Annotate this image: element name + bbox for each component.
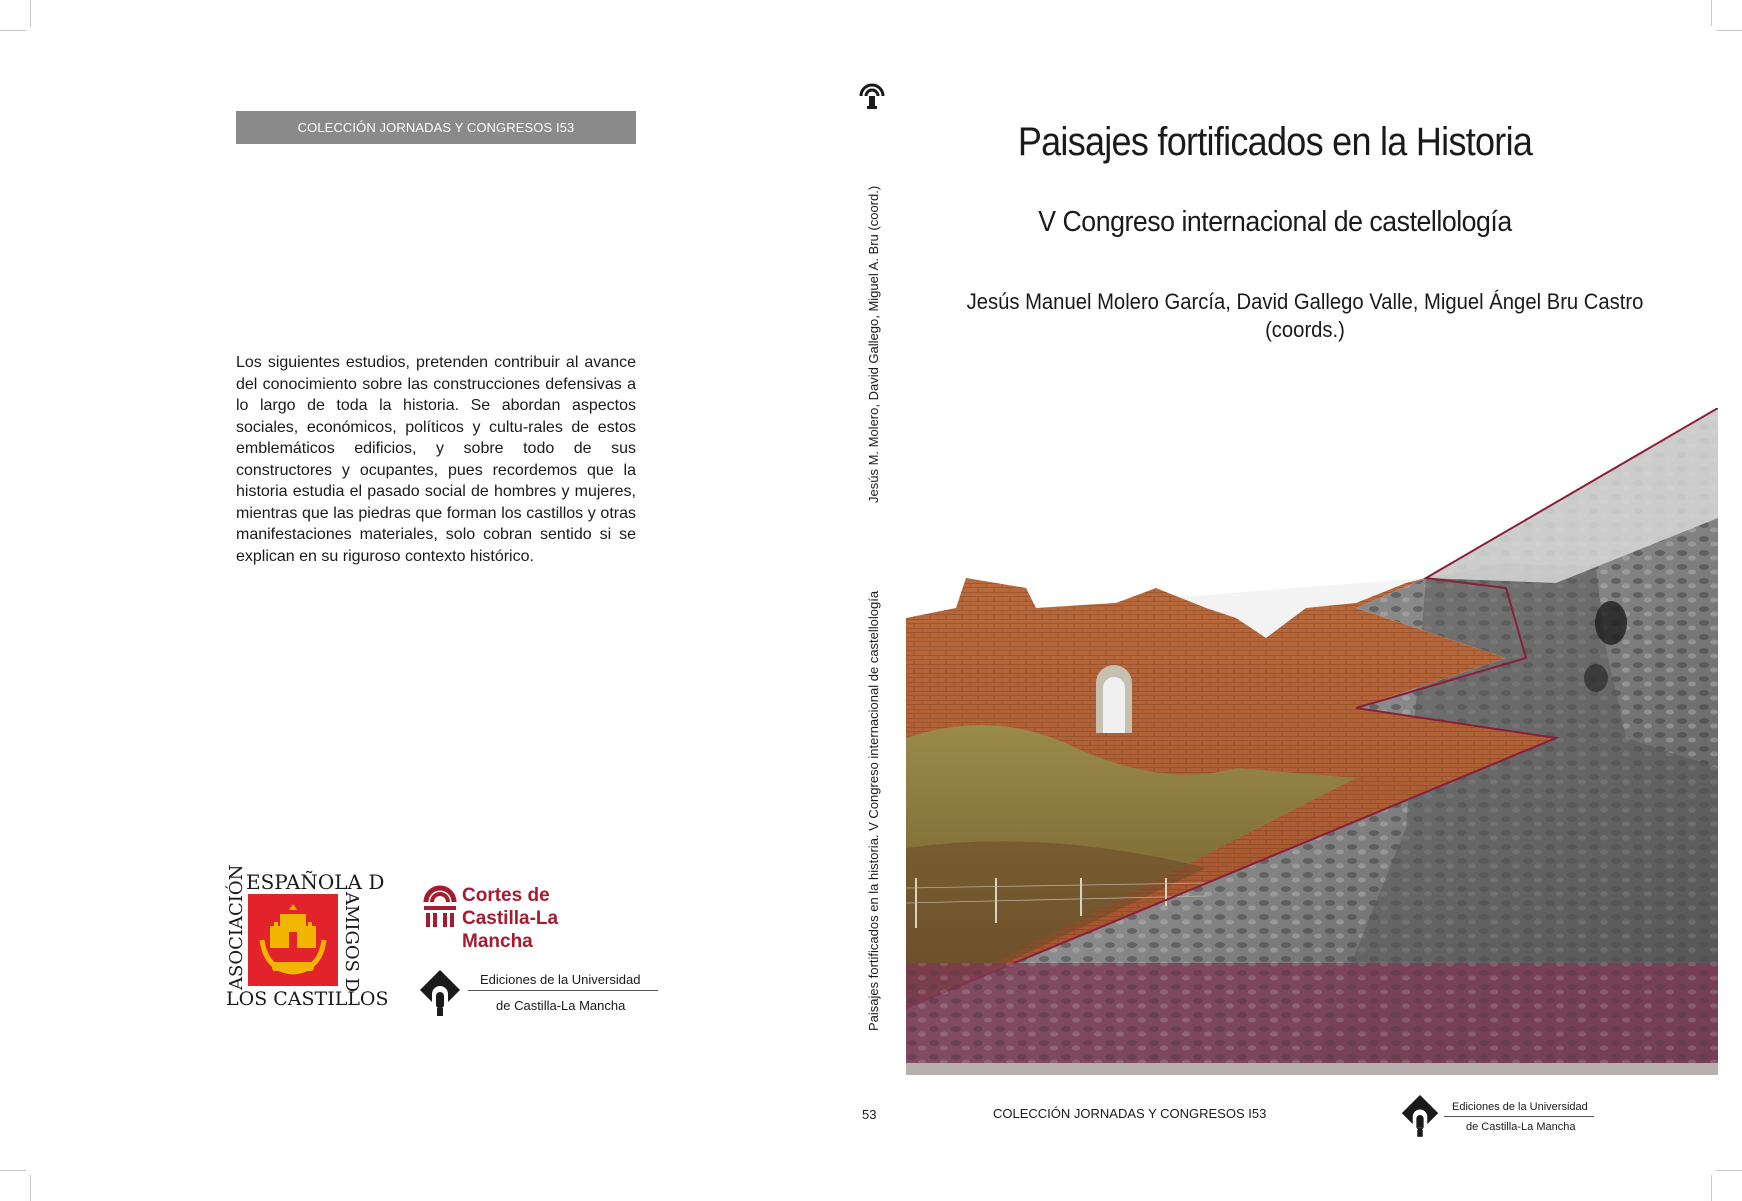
front-title: Paisajes fortificados en la Historia	[1017, 120, 1533, 164]
crop-mark	[30, 1175, 31, 1201]
cover-photo	[906, 408, 1718, 1075]
back-collection-bar	[236, 111, 636, 144]
crop-mark	[0, 1170, 26, 1171]
aeac-right-text: AMIGOS D	[341, 892, 362, 993]
cortes-logo	[422, 884, 632, 952]
spine-authors: Jesús M. Molero, David Gallego, Miguel A. Bru (coord.)	[866, 185, 881, 503]
crop-mark	[1711, 0, 1712, 26]
crop-mark	[1711, 1175, 1712, 1201]
uclm-back-line1: Ediciones de la Universidad	[480, 972, 641, 987]
crop-mark	[0, 30, 26, 31]
cortes-line2: Castilla-La Mancha	[462, 908, 559, 952]
back-blurb: Los siguientes estudios, pretenden contribuir al avance del conocimiento sobre las construcciones defensivas a lo largo de toda la historia. Se abordan aspectos sociales, económicos, políticos y cultu-rales de estos emblemáticos edificios, y sobre todo de sus constructores y ocupantes, pues recordemos que la historia estudia el pasado social de hombres y mujeres, mientras que las piedras que forman los castillos y otras manifestaciones materiales, solo cobran sentido si se explican en su riguroso contexto histórico.	[236, 354, 636, 565]
cortes-name	[462, 884, 632, 953]
uclm-front-line2: de Castilla-La Mancha	[1466, 1121, 1576, 1133]
front-authors-block	[960, 288, 1650, 344]
crop-mark	[1716, 1170, 1742, 1171]
aeac-top-text: ESPAÑOLA D	[246, 870, 385, 894]
uclm-emblem-icon	[418, 968, 462, 1016]
uclm-logo-back	[418, 968, 658, 1016]
aeac-bottom-text: LOS CASTILLOS	[226, 988, 389, 1010]
uclm-front-line1: Ediciones de la Universidad	[1452, 1101, 1588, 1113]
spine	[845, 0, 895, 1201]
aeac-left-text: ASOCIACIÓN	[226, 864, 247, 990]
crop-mark	[1716, 30, 1742, 31]
aeac-logo	[226, 864, 389, 1013]
front-authors: Jesús Manuel Molero García, David Gallego Valle, Miguel Ángel Bru Castro	[966, 289, 1644, 314]
front-subtitle: V Congreso internacional de castellología	[1038, 206, 1512, 238]
front-collection: COLECCIÓN JORNADAS Y CONGRESOS I53	[993, 1106, 1267, 1121]
uclm-back-rule	[468, 990, 658, 991]
cortes-emblem-icon	[422, 884, 458, 930]
back-collection-label: COLECCIÓN JORNADAS Y CONGRESOS I53	[297, 120, 575, 135]
uclm-back-line2: de Castilla-La Mancha	[496, 998, 626, 1013]
uclm-emblem-icon-front	[1400, 1093, 1440, 1137]
spine-number: 53	[862, 1107, 877, 1122]
castle-photo-illustration	[906, 408, 1718, 1075]
uclm-front-rule	[1444, 1116, 1594, 1117]
spine-title: Paisajes fortificados en la historia. V Congreso internacional de castellología	[866, 590, 881, 1031]
crop-mark	[30, 0, 31, 26]
front-coords: (coords.)	[1265, 317, 1345, 342]
uclm-logo-front	[1400, 1093, 1600, 1139]
cortes-line1: Cortes de	[462, 885, 550, 906]
